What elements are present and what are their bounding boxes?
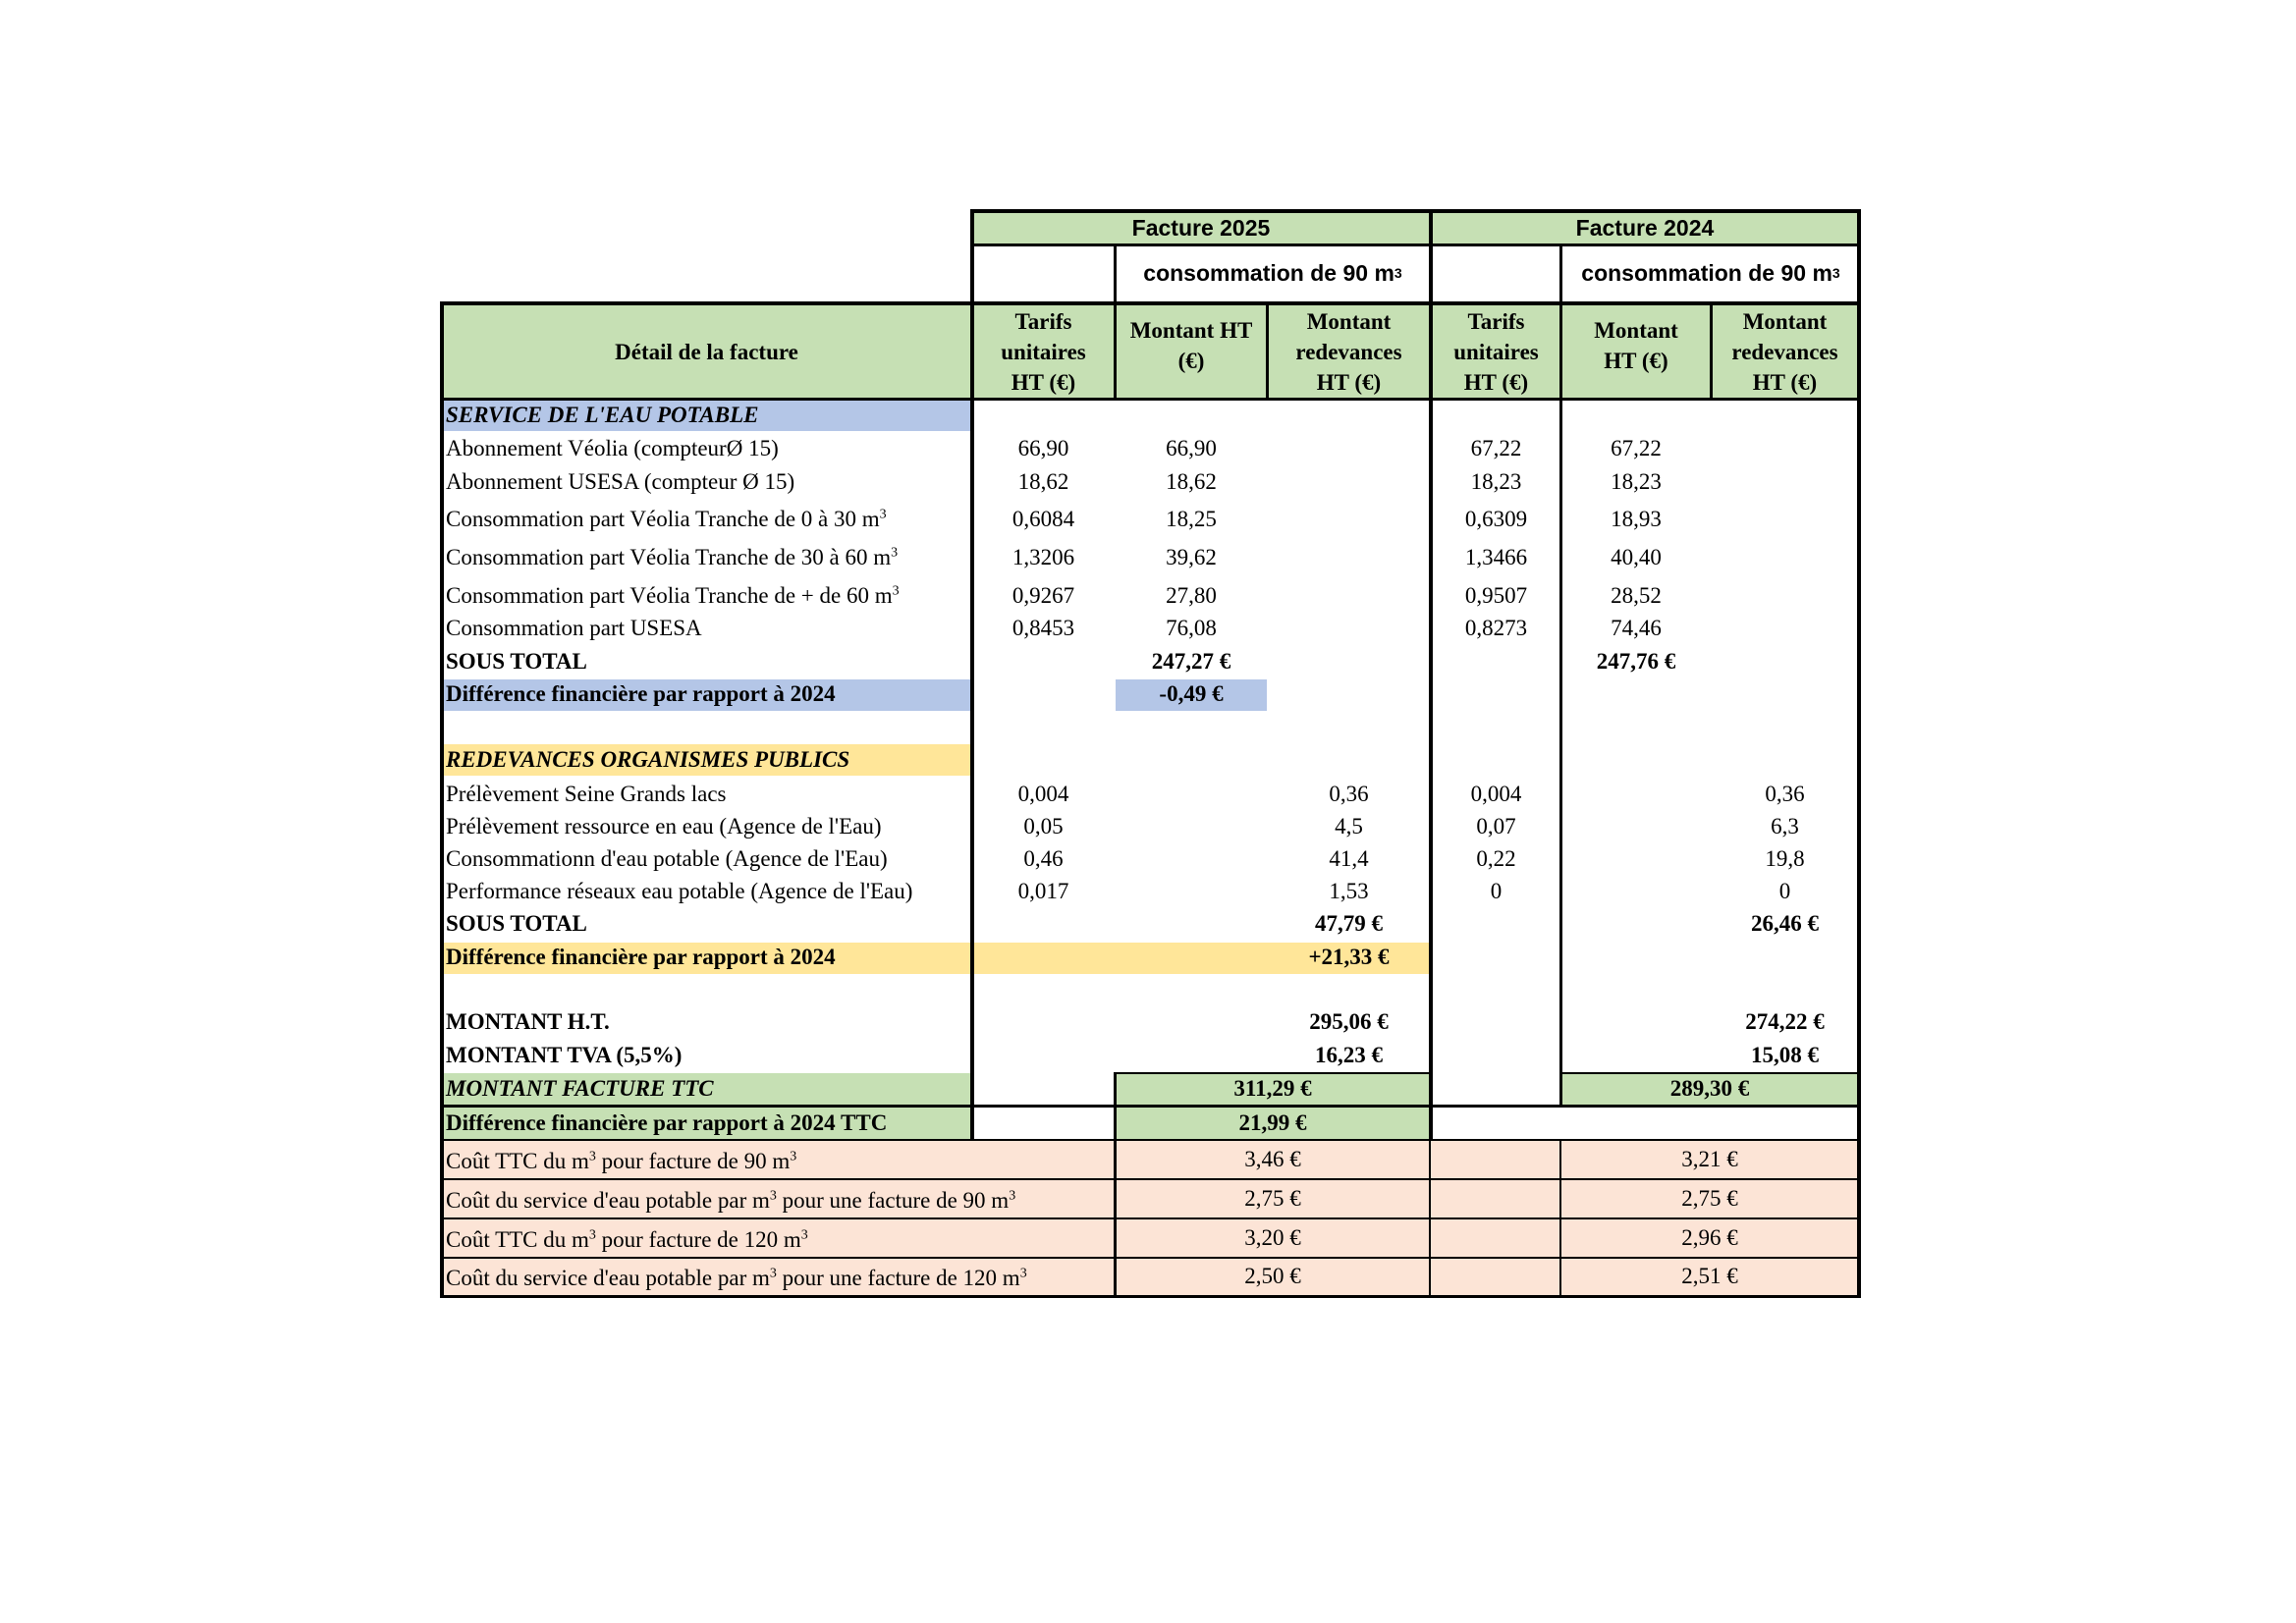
- tva-label: MONTANT TVA (5,5%): [446, 1043, 683, 1067]
- col-montant-ht-2025-line2: (€): [1177, 349, 1205, 373]
- redevances-row-label: Prélèvement Seine Grands lacs: [446, 782, 727, 806]
- line: [440, 1105, 1860, 1108]
- service-row-label: Abonnement USESA (compteur Ø 15): [446, 469, 795, 494]
- redevances-row-tarif-2025: 0,46: [1023, 846, 1064, 871]
- redevances-row-tarif-2024: 0: [1490, 879, 1503, 903]
- service-row-label-sup: 3: [879, 507, 887, 522]
- cost-row-label-mid: pour facture de 120 m: [595, 1227, 801, 1252]
- col-tarifs-2024-line3: HT (€): [1463, 369, 1529, 395]
- cost-row-label-sup1: 3: [588, 1149, 596, 1164]
- col-redevances-2024-line2: redevances: [1731, 339, 1838, 364]
- cost-row-2024: 3,21 €: [1681, 1147, 1738, 1171]
- redevances-row-montant-2024: 6,3: [1771, 814, 1799, 839]
- service-eau-title: SERVICE DE L'EAU POTABLE: [446, 403, 759, 427]
- service-row-montant-2024: 40,40: [1611, 545, 1662, 569]
- col-tarifs-2025-line2: unitaires: [1001, 339, 1086, 364]
- service-row-tarif-2025: 18,62: [1017, 469, 1069, 494]
- service-row-montant-2024: 18,23: [1611, 469, 1662, 494]
- line: [440, 1178, 1860, 1180]
- cost-row-2025: 3,46 €: [1244, 1147, 1301, 1171]
- cost-row-label: [446, 1186, 1015, 1216]
- cost-row-2025: 3,20 €: [1244, 1225, 1301, 1250]
- ttc-2024: 289,30 €: [1669, 1076, 1750, 1101]
- col-montant-ht-2024-line2: HT (€): [1604, 349, 1668, 373]
- service-row-label: Consommation part USESA: [446, 616, 702, 640]
- service-sous-total-2024: 247,76 €: [1596, 649, 1676, 674]
- col-montant-ht-2024-line1: Montant: [1594, 318, 1678, 343]
- service-row-tarif-2025: 66,90: [1017, 436, 1069, 460]
- service-row-montant-2024: 67,22: [1611, 436, 1662, 460]
- line: [440, 1217, 1860, 1219]
- col-redevances-2025-line3: HT (€): [1316, 369, 1382, 395]
- redevances-row-label: Performance réseaux eau potable (Agence de l'Eau): [446, 879, 913, 903]
- service-row-tarif-2024: 0,8273: [1464, 616, 1528, 640]
- cost-row-label-mid: pour facture de 90 m: [595, 1149, 791, 1173]
- col-detail: Détail de la facture: [615, 339, 798, 364]
- cost-row-label-mid: pour une facture de 120 m: [776, 1266, 1020, 1290]
- cost-row-2025: 2,75 €: [1244, 1186, 1301, 1211]
- cost-row-label-pre: Coût TTC du m: [446, 1227, 589, 1252]
- tva-2024: 15,08 €: [1751, 1043, 1819, 1067]
- col-tarifs-2024-line1: Tarifs: [1467, 308, 1525, 334]
- service-row-label: Abonnement Véolia (compteurØ 15): [446, 436, 779, 460]
- cost-row-label: [446, 1147, 796, 1176]
- redevances-sous-total-2025: 47,79 €: [1315, 911, 1383, 936]
- col-tarifs-2024: [1433, 305, 1559, 398]
- col-redevances-2024: [1713, 305, 1857, 398]
- col-redevances-2025-line2: redevances: [1295, 339, 1402, 364]
- redevances-row-montant-2024: 19,8: [1765, 846, 1805, 871]
- col-montant-ht-2024: [1562, 305, 1710, 386]
- redevances-row-montant-2025: 4,5: [1335, 814, 1363, 839]
- service-sous-total-2025: 247,27 €: [1151, 649, 1231, 674]
- ttc-2025: 311,29 €: [1233, 1076, 1312, 1101]
- service-row-label: [446, 505, 887, 534]
- montant-ht-2024: 274,22 €: [1745, 1009, 1825, 1034]
- service-row-label-sup: 3: [892, 583, 900, 599]
- cost-row-2024: 2,96 €: [1681, 1225, 1738, 1250]
- redevances-row-label: Prélèvement ressource en eau (Agence de l'Eau): [446, 814, 882, 839]
- service-row-label-text: Consommation part Véolia Tranche de 0 à 30 m: [446, 507, 880, 531]
- service-row-label: [446, 543, 898, 572]
- line: [440, 303, 444, 1298]
- redevances-row-montant-2025: 41,4: [1329, 846, 1369, 871]
- line: [440, 1295, 1860, 1298]
- col-tarifs-2025: [973, 305, 1114, 398]
- col-tarifs-2025-line3: HT (€): [1011, 369, 1076, 395]
- consommation-2024: consommation de 90 m 3: [1561, 253, 1860, 293]
- service-difference-label: Différence financière par rapport à 2024: [446, 681, 836, 706]
- line: [440, 1257, 1860, 1259]
- service-row-label-text: Consommation part Véolia Tranche de 30 à 60 m: [446, 545, 892, 569]
- cost-row-label-mid: pour une facture de 90 m: [776, 1188, 1010, 1213]
- facture-2025-title: Facture 2025: [1131, 214, 1271, 241]
- cost-row-label-pre: Coût du service d'eau potable par m: [446, 1266, 770, 1290]
- cost-row-label-sup2: 3: [790, 1149, 797, 1164]
- cost-row-label-pre: Coût du service d'eau potable par m: [446, 1188, 770, 1213]
- service-row-tarif-2024: 1,3466: [1464, 545, 1528, 569]
- col-montant-ht-2025: [1117, 305, 1266, 386]
- cost-row-label-sup2: 3: [800, 1227, 808, 1243]
- redevances-row-montant-2025: 0,36: [1329, 782, 1369, 806]
- redevances-sous-total-2024: 26,46 €: [1751, 911, 1819, 936]
- redevances-row-label: Consommationn d'eau potable (Agence de l'Eau): [446, 846, 888, 871]
- redevances-row-tarif-2024: 0,22: [1476, 846, 1516, 871]
- service-row-montant-2025: 66,90: [1166, 436, 1217, 460]
- cost-row-label: [446, 1225, 808, 1255]
- col-redevances-2025: [1269, 305, 1429, 398]
- service-sous-total-label: SOUS TOTAL: [446, 649, 587, 674]
- montant-ht-2025: 295,06 €: [1309, 1009, 1389, 1034]
- redevances-row-montant-2024: 0: [1778, 879, 1791, 903]
- service-row-tarif-2024: 18,23: [1470, 469, 1522, 494]
- cost-row-2024: 2,51 €: [1681, 1264, 1738, 1288]
- service-row-tarif-2025: 0,8453: [1011, 616, 1075, 640]
- redevances-title: REDEVANCES ORGANISMES PUBLICS: [446, 747, 850, 772]
- redevances-row-tarif-2024: 0,07: [1476, 814, 1516, 839]
- cost-row-label: [446, 1264, 1027, 1293]
- redevances-row-montant-2025: 1,53: [1329, 879, 1369, 903]
- montant-ht-label: MONTANT H.T.: [446, 1009, 610, 1034]
- cost-row-label-sup1: 3: [588, 1227, 596, 1243]
- service-row-label-text: Consommation part Véolia Tranche de + de 60 m: [446, 583, 893, 608]
- ttc-label: MONTANT FACTURE TTC: [446, 1076, 714, 1101]
- redevances-row-montant-2024: 0,36: [1765, 782, 1805, 806]
- col-tarifs-2025-line1: Tarifs: [1014, 308, 1072, 334]
- col-redevances-2024-line1: Montant: [1742, 308, 1828, 334]
- diff-ttc-value: 21,99 €: [1238, 1110, 1307, 1135]
- consommation-2025: consommation de 90 m 3: [1116, 253, 1430, 293]
- cost-row-label-sup2: 3: [1009, 1188, 1016, 1204]
- cost-row-label-sup1: 3: [769, 1266, 777, 1281]
- redevances-row-tarif-2024: 0,004: [1470, 782, 1522, 806]
- facture-2024-title: Facture 2024: [1575, 214, 1715, 241]
- tva-2025: 16,23 €: [1315, 1043, 1383, 1067]
- redevances-sous-total-label: SOUS TOTAL: [446, 911, 587, 936]
- service-row-tarif-2024: 0,6309: [1464, 507, 1528, 531]
- redevances-row-tarif-2025: 0,004: [1017, 782, 1069, 806]
- col-tarifs-2024-line2: unitaires: [1453, 339, 1539, 364]
- redevances-difference-value: +21,33 €: [1308, 945, 1390, 969]
- service-row-tarif-2025: 1,3206: [1011, 545, 1075, 569]
- service-row-montant-2024: 18,93: [1611, 507, 1662, 531]
- redevances-row-tarif-2025: 0,05: [1023, 814, 1064, 839]
- diff-ttc-label: Différence financière par rapport à 2024 TTC: [446, 1110, 888, 1135]
- consommation-2024-text: consommation de 90 m: [1581, 259, 1832, 286]
- line: [440, 1139, 1860, 1141]
- service-row-montant-2025: 27,80: [1166, 583, 1217, 608]
- cost-row-label-sup1: 3: [769, 1188, 777, 1204]
- service-row-label: [446, 581, 900, 611]
- service-row-montant-2025: 18,62: [1166, 469, 1217, 494]
- service-row-tarif-2025: 0,9267: [1011, 583, 1075, 608]
- service-row-montant-2025: 76,08: [1166, 616, 1217, 640]
- service-row-montant-2024: 74,46: [1611, 616, 1662, 640]
- service-row-montant-2025: 18,25: [1166, 507, 1217, 531]
- redevances-row-tarif-2025: 0,017: [1017, 879, 1069, 903]
- service-row-tarif-2024: 0,9507: [1464, 583, 1528, 608]
- col-montant-ht-2025-line1: Montant HT: [1129, 318, 1253, 343]
- cost-row-2025: 2,50 €: [1244, 1264, 1301, 1288]
- service-row-tarif-2025: 0,6084: [1011, 507, 1075, 531]
- service-row-montant-2025: 39,62: [1166, 545, 1217, 569]
- consommation-2025-text: consommation de 90 m: [1143, 259, 1394, 286]
- service-difference-value: -0,49 €: [1159, 681, 1224, 706]
- cost-row-label-sup2: 3: [1019, 1266, 1027, 1281]
- col-redevances-2025-line1: Montant: [1306, 308, 1392, 334]
- service-row-label-sup: 3: [891, 545, 899, 561]
- col-redevances-2024-line3: HT (€): [1752, 369, 1818, 395]
- service-row-montant-2024: 28,52: [1611, 583, 1662, 608]
- line: [972, 243, 1860, 246]
- service-row-tarif-2024: 67,22: [1470, 436, 1522, 460]
- cost-row-2024: 2,75 €: [1681, 1186, 1738, 1211]
- cost-row-label-pre: Coût TTC du m: [446, 1149, 589, 1173]
- redevances-difference-label: Différence financière par rapport à 2024: [446, 945, 836, 969]
